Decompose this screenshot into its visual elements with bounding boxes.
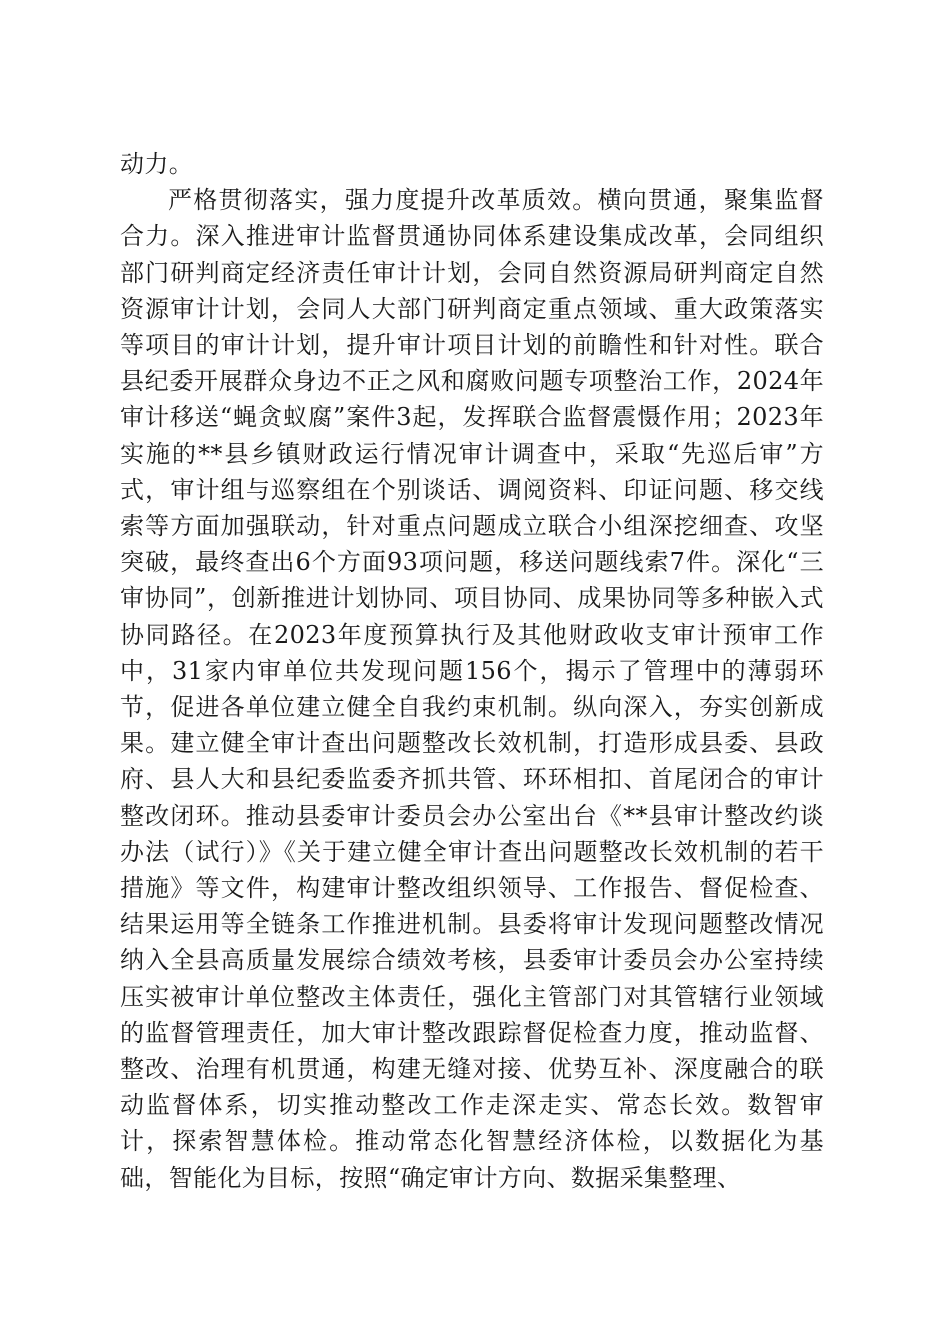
- paragraph-reform-effectiveness: 严格贯彻落实，强力度提升改革质效。横向贯通，聚集监督合力。深入推进审计监督贯通协同体系建设集成改革，会同组织部门研判商定经济责任审计计划，会同自然资源局研判商定自然资源审计计划，会同人大部门研判商定重点领域、重大政策落实等项目的审计计划，提升审计项目计划的前瞻性和针对性。联合县纪委开展群众身边不正之风和腐败问题专项整治工作，2024年审计移送“蝇贪蚁腐”案件3起，发挥联合监督震慑作用；2023年实施的**县乡镇财政运行情况审计调查中，采取“先巡后审”方式，审计组与巡察组在个别谈话、调阅资料、印证问题、移交线索等方面加强联动，针对重点问题成立联合小组深挖细查、攻坚突破，最终查出6个方面93项问题，移送问题线索7件。深化“三审协同”，创新推进计划协同、项目协同、成果协同等多种嵌入式协同路径。在2023年度预算执行及其他财政收支审计预审工作中，31家内审单位共发现问题156个，揭示了管理中的薄弱环节，促进各单位建立健全自我约束机制。纵向深入，夯实创新成果。建立健全审计查出问题整改长效机制，打造形成县委、县政府、县人大和县纪委监委齐抓共管、环环相扣、首尾闭合的审计整改闭环。推动县委审计委员会办公室出台《**县审计整改约谈办法（试行）》《关于建立健全审计查出问题整改长效机制的若干措施》等文件，构建审计整改组织领导、工作报告、督促检查、结果运用等全链条工作推进机制。县委将审计发现问题整改情况纳入全县高质量发展综合绩效考核，县委审计委员会办公室持续压实被审计单位整改主体责任，强化主管部门对其管辖行业领域的监督管理责任，加大审计整改跟踪督促检查力度，推动监督、整改、治理有机贯通，构建无缝对接、优势互补、深度融合的联动监督体系，切实推动整改工作走深走实、常态长效。数智审计，探索智慧体检。推动常态化智慧经济体检，以数据化为基础，智能化为目标，按照“确定审计方向、数据采集整理、: [120, 186, 824, 1192]
- paragraph-continuation: 动力。: [120, 150, 194, 178]
- body-text: [120, 146, 824, 1196]
